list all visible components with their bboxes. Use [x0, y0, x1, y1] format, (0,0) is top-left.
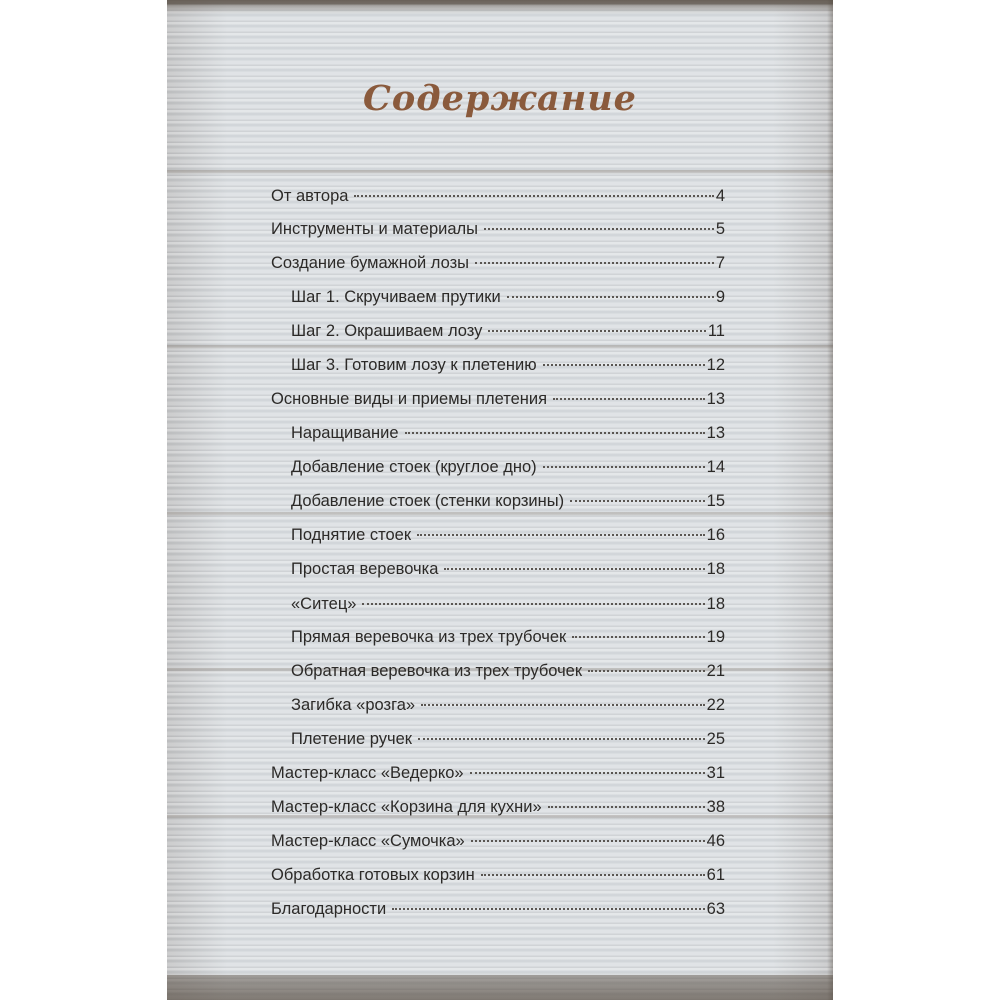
toc-leader-dots: [471, 840, 705, 842]
toc-leader-dots: [570, 500, 705, 502]
page-title: Содержание: [363, 78, 637, 119]
toc-entry-page-number: 19: [706, 628, 725, 646]
toc-entry-page-number: 46: [706, 832, 725, 850]
toc-entry: [291, 628, 725, 656]
toc-leader-dots: [548, 806, 705, 808]
toc-entry-page-number: 18: [706, 595, 725, 613]
toc-entry-title: Шаг 3. Готовим лозу к плетению: [291, 356, 537, 374]
toc-entry-title: Обратная веревочка из трех трубочек: [291, 662, 583, 680]
toc-entry-page-number: 31: [706, 764, 725, 782]
toc-entry-page-number: 13: [706, 424, 725, 442]
toc-entry: [291, 356, 725, 384]
toc-entry: [291, 560, 725, 588]
toc-entry: [271, 866, 725, 894]
toc-entry-page-number: 25: [706, 730, 725, 748]
book-page: [167, 0, 833, 1000]
toc-entry-page-number: 63: [706, 900, 725, 918]
toc-entry-title: Прямая веревочка из трех трубочек: [291, 628, 567, 646]
toc-leader-dots: [354, 195, 713, 197]
toc-leader-dots: [543, 364, 705, 366]
toc-entry: [271, 798, 725, 826]
toc-entry-title: От автора: [271, 187, 349, 205]
wood-plank-edge-top: [167, 0, 833, 14]
toc-leader-dots: [470, 772, 705, 774]
toc-entry-title: «Ситец»: [291, 595, 357, 613]
toc-leader-dots: [543, 466, 705, 468]
toc-entry-title: Мастер-класс «Корзина для кухни»: [271, 798, 542, 816]
toc-leader-dots: [488, 330, 705, 332]
toc-entry-title: Наращивание: [291, 424, 399, 442]
toc-entry-title: Благодарности: [271, 900, 387, 918]
toc-entry-page-number: 5: [715, 220, 725, 238]
toc-entry-title: Шаг 1. Скручиваем прутики: [291, 288, 501, 306]
toc-leader-dots: [481, 874, 705, 876]
toc-entry: [291, 526, 725, 554]
toc-leader-dots: [588, 670, 705, 672]
toc-leader-dots: [421, 704, 705, 706]
toc-leader-dots: [392, 908, 704, 910]
toc-entry-page-number: 4: [715, 187, 725, 205]
toc-entry: [271, 764, 725, 792]
toc-entry: [271, 390, 725, 418]
toc-entry-title: Добавление стоек (стенки корзины): [291, 492, 565, 510]
toc-entry-title: Поднятие стоек: [291, 526, 412, 544]
toc-entry-title: Добавление стоек (круглое дно): [291, 458, 537, 476]
toc-entry-page-number: 15: [706, 492, 725, 510]
toc-entry-title: Мастер-класс «Сумочка»: [271, 832, 465, 850]
toc-entry-page-number: 12: [706, 356, 725, 374]
toc-entry-title: Создание бумажной лозы: [271, 254, 470, 272]
toc-entry: [271, 187, 725, 215]
toc-entry-page-number: 18: [706, 560, 725, 578]
toc-entry-title: Простая веревочка: [291, 560, 439, 578]
toc-entry-page-number: 16: [706, 526, 725, 544]
toc-entry: [271, 220, 725, 248]
toc-entry: [291, 458, 725, 486]
toc-entry-title: Загибка «розга»: [291, 696, 416, 714]
toc-leader-dots: [475, 262, 714, 264]
toc-entry: [291, 322, 725, 350]
toc-leader-dots: [507, 296, 714, 298]
toc-leader-dots: [417, 534, 705, 536]
toc-entry-title: Инструменты и материалы: [271, 220, 479, 238]
toc-leader-dots: [484, 228, 714, 230]
toc-entry: [291, 492, 725, 520]
toc-entry: [271, 900, 725, 928]
toc-entry-title: Шаг 2. Окрашиваем лозу: [291, 322, 483, 340]
toc-leader-dots: [418, 738, 705, 740]
toc-entry-title: Плетение ручек: [291, 730, 412, 748]
toc-entry: [271, 832, 725, 860]
toc-entry-page-number: 13: [706, 390, 725, 408]
toc-leader-dots: [553, 398, 705, 400]
toc-entry-title: Обработка готовых корзин: [271, 866, 475, 884]
toc-entry: [291, 730, 725, 758]
toc-entry: [291, 662, 725, 690]
toc-entry-title: Основные виды и приемы плетения: [271, 390, 548, 408]
toc-entry-title: Мастер-класс «Ведерко»: [271, 764, 464, 782]
wood-plank-edge-bottom: [167, 972, 833, 1000]
toc-entry: [291, 696, 725, 724]
toc-entry-page-number: 9: [715, 288, 725, 306]
toc-entry-page-number: 61: [706, 866, 725, 884]
toc-entry-page-number: 14: [706, 458, 725, 476]
toc-leader-dots: [405, 432, 705, 434]
toc-entry-page-number: 38: [706, 798, 725, 816]
toc-entry-page-number: 22: [706, 696, 725, 714]
toc-entry-page-number: 7: [715, 254, 725, 272]
toc-entry-page-number: 21: [706, 662, 725, 680]
page-edge-shadow: [827, 0, 833, 1000]
toc-entry-page-number: 11: [707, 322, 725, 340]
toc-entry: [291, 424, 725, 452]
toc-entry: [271, 254, 725, 282]
toc-entry: [291, 595, 725, 623]
toc-leader-dots: [572, 636, 704, 638]
toc-entry: [291, 288, 725, 316]
toc-leader-dots: [444, 568, 704, 570]
toc-leader-dots: [362, 603, 704, 605]
